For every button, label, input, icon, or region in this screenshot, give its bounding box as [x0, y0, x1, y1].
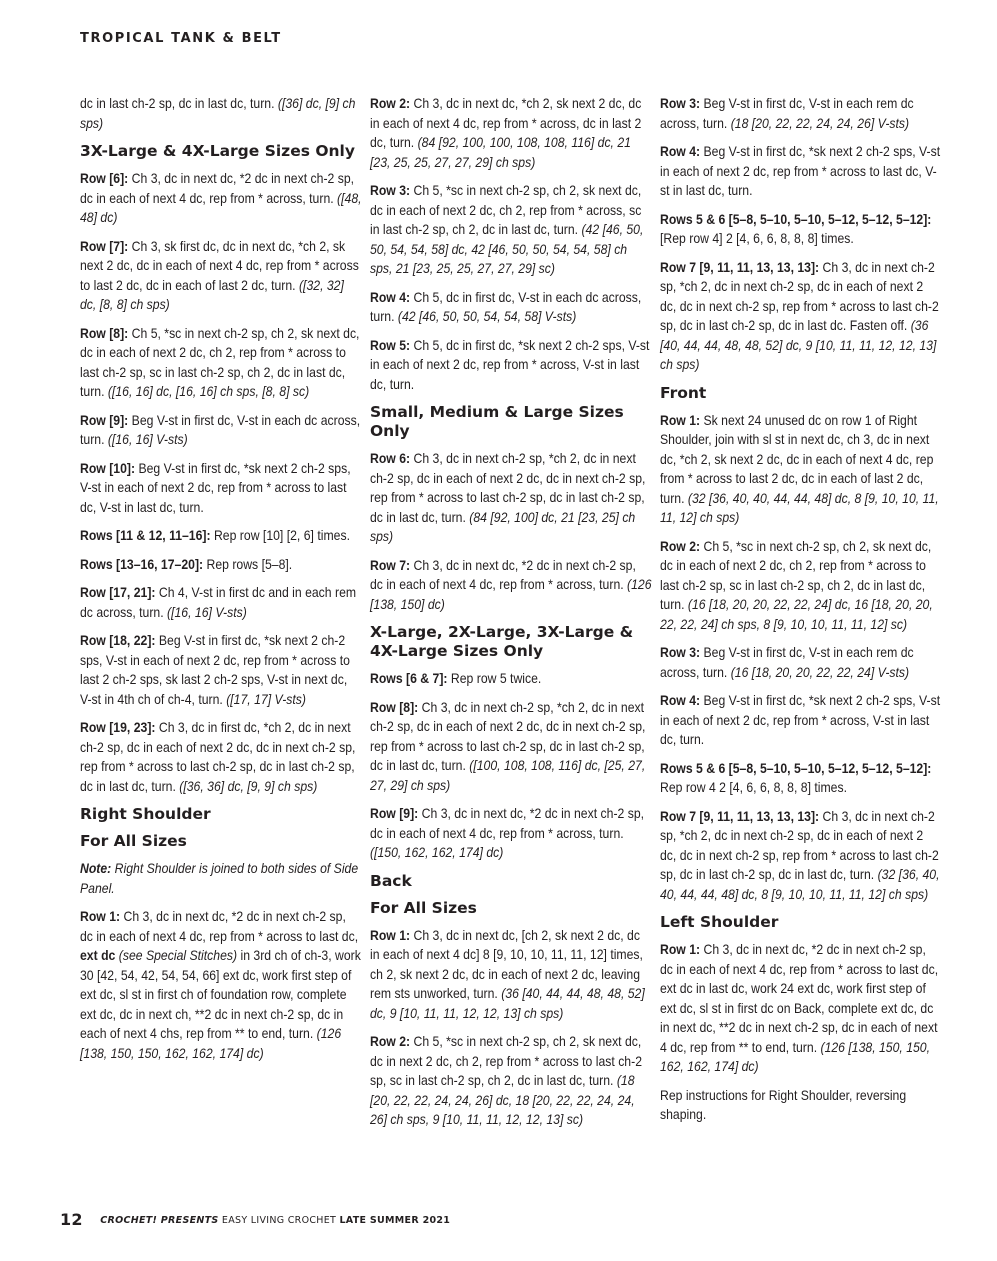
stitch-count-note: (126 [138, 150, 150, 162, 162, 174] dc)	[80, 1026, 342, 1061]
instruction-text: Ch 5, dc in first dc, *sk next 2 ch-2 sps, V-st in each of next 2 dc, rep from * across, V-st in last dc, turn.	[370, 337, 650, 392]
instruction-paragraph	[80, 324, 362, 402]
stitch-count-note: ([36, 36] dc, [9, 9] ch sps)	[179, 778, 318, 794]
instruction-paragraph	[660, 537, 942, 635]
stitch-count-note: (16 [18, 20, 20, 22, 22, 24] V-sts)	[730, 664, 910, 680]
instruction-paragraph	[370, 698, 652, 796]
instruction-paragraph	[370, 926, 652, 1024]
stitch-count-note: ([16, 16] dc, [16, 16] ch sps, [8, 8] sc)	[107, 384, 310, 399]
instruction-paragraph	[370, 181, 652, 279]
row-label: Row 1:	[660, 942, 701, 957]
instruction-text: Ch 5, *sc in next ch-2 sp, ch 2, sk next dc, dc in each of next 2 dc, ch 2, rep from * across, sc in last ch-2 sp, ch 2, dc in last dc, turn.	[370, 183, 642, 237]
instruction-paragraph	[660, 643, 942, 682]
instruction-text: Beg V-st in first dc, *sk next 2 ch-2 sps, V-st in each of next 2 dc, rep from * across to last 2 ch-2 sps, sk last 2 ch-2 sps, V-st in next dc, V-st in 4th ch of ch-4, turn.	[80, 633, 350, 707]
row-label: Row [18, 22]:	[80, 633, 156, 648]
row-label: Row 4:	[370, 289, 411, 305]
section-heading: X-Large, 2X-Large, 3X-Large & 4X-Large Sizes Only	[370, 623, 634, 660]
stitch-count-note: ([32, 32] dc, [8, 8] ch sps)	[80, 277, 344, 312]
instruction-paragraph	[660, 940, 942, 1077]
instruction-text: Ch 3, dc in next dc, *2 dc in next ch-2 sp, dc in each of next 4 dc, rep from * across, turn.	[370, 557, 636, 592]
stitch-count-note: (32 [36, 40, 40, 44, 44, 48] dc, 8 [9, 10, 10, 11, 11, 12] ch sps)	[660, 867, 940, 902]
instruction-text: Ch 3, dc in next dc, *ch 2, sk next 2 dc, dc in each of next 4 dc, rep from * across, dc in last 2 dc, turn.	[370, 96, 642, 150]
section-heading: For All Sizes	[370, 898, 477, 917]
instruction-text: Rep row [10] [2, 6] times.	[210, 528, 350, 543]
row-label: Row 2:	[370, 1034, 411, 1049]
row-label: Row 3:	[660, 645, 701, 660]
stitch-count-note: (32 [36, 40, 40, 44, 44, 48] dc, 8 [9, 10, 10, 11, 11, 12] ch sps)	[660, 490, 939, 525]
row-label: Row 3:	[370, 183, 411, 198]
instruction-text: Ch 5, *sc in next ch-2 sp, ch 2, sk next dc, dc in next 2 dc, ch 2, rep from * across to last ch-2 sp, sc in last ch-2 sp, ch 2, dc in last dc, turn.	[370, 1034, 642, 1088]
row-label: Rows [13–16, 17–20]:	[80, 556, 204, 572]
stitch-count-note: (36 [40, 44, 44, 48, 48, 52] dc, 9 [10, 11, 11, 12, 12, 13] ch sps)	[660, 318, 937, 372]
row-label: Row 4:	[660, 144, 701, 159]
row-label: Row [10]:	[80, 460, 136, 476]
stitch-count-note: Right Shoulder is joined to both sides of Side Panel.	[80, 861, 359, 896]
instruction-paragraph	[370, 804, 652, 863]
stitch-count-note: (42 [46, 50, 50, 54, 54, 58] dc, 42 [46, 50, 50, 54, 54, 58] ch sps, 21 [23, 25, 25, 27, 27, 29] sc)	[370, 222, 644, 276]
row-label: Row 3:	[660, 96, 701, 111]
instruction-paragraph	[370, 449, 652, 547]
stitch-count-note: (126 [138, 150] dc)	[370, 577, 652, 612]
row-label: Rows [6 & 7]:	[370, 671, 448, 686]
instruction-paragraph	[80, 237, 362, 315]
instruction-text: Ch 3, dc in next ch-2 sp, *ch 2, dc in next ch-2 sp, dc in each of next 2 dc, dc in next ch-2 sp, rep from * across to last ch-2 sp, dc in last ch-2 sp, dc in last dc, turn.	[370, 451, 646, 525]
text-column-2	[370, 94, 652, 1139]
instruction-text: Beg V-st in first dc, V-st in each rem dc across, turn.	[660, 96, 914, 131]
instruction-paragraph	[660, 759, 942, 798]
instruction-paragraph	[660, 210, 942, 249]
text-column-1	[80, 94, 362, 1072]
instruction-paragraph	[80, 718, 362, 796]
instruction-paragraph	[660, 807, 942, 905]
row-label: Row 2:	[660, 538, 701, 554]
instruction-paragraph	[660, 411, 942, 528]
issue-label: LATE SUMMER 2021	[339, 1215, 451, 1226]
stitch-count-note: (16 [18, 20, 20, 22, 22, 24] dc, 16 [18, 20, 20, 22, 22, 24] ch sps, 8 [9, 10, 10, 11, 11, 12] sc)	[660, 597, 933, 632]
instruction-text: Ch 3, dc in first dc, *ch 2, dc in next ch-2 sp, dc in each of next 2 dc, dc in next ch-2 sp, rep from * across to last ch-2 sp, dc in last ch-2 sp, dc in last dc, turn.	[80, 720, 356, 794]
row-label: Note:	[80, 861, 112, 876]
section-heading: For All Sizes	[80, 832, 187, 850]
stitch-count-note: (84 [92, 100, 100, 108, 108, 116] dc, 21 [23, 25, 25, 27, 27, 29] ch sps)	[370, 135, 631, 170]
row-label: Row [17, 21]:	[80, 585, 156, 600]
instruction-text: Ch 3, dc in next dc, *2 dc in next ch-2 sp, dc in each of next 4 dc, rep from * across to last dc,	[80, 909, 359, 944]
instruction-paragraph	[80, 411, 362, 450]
instruction-paragraph	[80, 459, 362, 518]
instruction-text: Beg V-st in first dc, *sk next 2 ch-2 sps, V-st in each of next 2 dc, rep from * across to last dc, V-st in last dc, turn.	[80, 460, 351, 515]
stitch-count-note: ([17, 17] V-sts)	[226, 691, 306, 707]
instruction-text: Beg V-st in first dc, *sk next 2 ch-2 sps, V-st in each of next 2 dc, rep from * across to last dc, V-st in last dc, turn.	[660, 144, 941, 198]
instruction-paragraph	[660, 258, 942, 375]
stitch-count-note: ([36] dc, [9] ch sps)	[80, 96, 356, 131]
instruction-paragraph	[370, 669, 652, 689]
instruction-paragraph	[80, 94, 362, 133]
row-label: Row 2:	[370, 96, 411, 111]
instruction-paragraph	[80, 631, 362, 709]
stitch-count-note: (18 [20, 22, 22, 24, 24, 26] V-sts)	[730, 115, 910, 131]
instruction-text: Rep instructions for Right Shoulder, reversing shaping.	[660, 1087, 907, 1122]
instruction-text: Ch 4, V-st in first dc and in each rem dc across, turn.	[80, 585, 357, 620]
stitch-count-note: (42 [46, 50, 50, 54, 54, 58] V-sts)	[397, 309, 577, 324]
instruction-paragraph	[370, 288, 652, 327]
stitch-count-note: ([16, 16] V-sts)	[167, 604, 247, 620]
instruction-text: dc in last ch-2 sp, dc in last dc, turn.	[80, 96, 278, 111]
instruction-text: Ch 3, dc in next ch-2 sp, *ch 2, dc in next ch-2 sp, dc in each of next 2 dc, dc in next ch-2 sp, rep from * across to last ch-2 sp, dc in last ch-2 sp, dc in last dc, turn.	[660, 808, 939, 882]
instruction-text: Ch 3, dc in next dc, *2 dc in next ch-2 sp, dc in each of next 4 dc, rep from * across to last dc, ext dc in last dc, work 24 ext dc, work first step of ext dc, sl st in first dc on Back, complete ext dc, dc in next dc, **2 dc in next ch-2 sp, dc in each of next 4 dc, rep from ** to end, turn.	[660, 942, 939, 1055]
instruction-text: Ch 5, *sc in next ch-2 sp, ch 2, sk next dc, dc in each of next 2 dc, ch 2, rep from * across to last ch-2 sp, sc in last ch-2 sp, ch 2, dc in last dc, turn.	[80, 325, 360, 399]
page-number: 12	[60, 1210, 83, 1229]
row-label: Row 1:	[660, 412, 701, 428]
instruction-paragraph	[370, 336, 652, 395]
row-label: ext dc	[80, 948, 116, 963]
instruction-text: Ch 5, *sc in next ch-2 sp, ch 2, sk next dc, dc in each of next 2 dc, ch 2, rep from * across to last ch-2 sp, sc in last ch-2 sp, ch 2, dc in last dc, turn.	[660, 538, 932, 612]
instruction-text: Ch 5, dc in first dc, V-st in each dc across, turn.	[370, 289, 642, 324]
instruction-paragraph	[80, 583, 362, 622]
text-column-3	[660, 94, 942, 1134]
instruction-text: Beg V-st in first dc, V-st in each rem dc across, turn.	[660, 645, 914, 680]
instruction-paragraph	[660, 691, 942, 750]
instruction-text: Rep row 5 twice.	[447, 671, 542, 686]
row-label: Row 1:	[80, 909, 121, 924]
instruction-paragraph	[80, 859, 362, 898]
stitch-count-note: ([16, 16] V-sts)	[107, 432, 188, 447]
instruction-text: Ch 3, dc in next dc, *2 dc in next ch-2 sp, dc in each of next 4 dc, rep from * across, turn.	[80, 171, 355, 206]
row-label: Row 7 [9, 11, 11, 13, 13, 13]:	[660, 808, 820, 824]
stitch-count-note: ([48, 48] dc)	[80, 190, 362, 225]
instruction-paragraph	[370, 1032, 652, 1130]
page-header-title: TROPICAL TANK & BELT	[80, 31, 282, 46]
instruction-paragraph	[370, 556, 652, 615]
section-heading: Front	[660, 383, 707, 402]
row-label: Row 5:	[370, 337, 411, 353]
row-label: Row [6]:	[80, 171, 129, 186]
instruction-paragraph	[660, 94, 942, 133]
row-label: Rows 5 & 6 [5–8, 5–10, 5–10, 5–12, 5–12, 5–12]:	[660, 760, 932, 776]
row-label: Row [7]:	[80, 238, 129, 254]
instruction-text: Beg V-st in first dc, *sk next 2 ch-2 sps, V-st in each of next 2 dc, rep from * across, V-st in last dc, turn.	[660, 693, 941, 747]
instruction-text: Rep row 4 2 [4, 6, 6, 8, 8, 8] times.	[660, 780, 848, 795]
instruction-text: Ch 3, sk first dc, dc in next dc, *ch 2, sk next 2 dc, dc in each of next 4 dc, rep from * across to last 2 dc, dc in each of last 2 dc, turn.	[80, 238, 359, 293]
instruction-paragraph	[80, 526, 362, 546]
row-label: Row 1:	[370, 927, 411, 943]
section-heading: Left Shoulder	[660, 913, 779, 931]
instruction-text: Rep rows [5–8].	[203, 556, 293, 572]
section-heading: Small, Medium & Large Sizes Only	[370, 403, 624, 440]
row-label: Row [19, 23]:	[80, 720, 156, 735]
row-label: Row 6:	[370, 451, 411, 466]
instruction-paragraph	[80, 555, 362, 575]
instruction-paragraph	[370, 94, 652, 172]
row-label: Row 4:	[660, 693, 701, 708]
section-heading: Right Shoulder	[80, 805, 211, 823]
instruction-text: Ch 3, dc in next ch-2 sp, *ch 2, dc in next ch-2 sp, dc in each of next 2 dc, dc in next ch-2 sp, rep from * across to last ch-2 sp, dc in last ch-2 sp, dc in last dc, turn.	[370, 699, 646, 773]
instruction-text: Ch 3, dc in next dc, *2 dc in next ch-2 sp, dc in each of next 4 dc, rep from * across, turn.	[370, 806, 645, 841]
stitch-count-note: (see Special Stitches)	[118, 948, 238, 963]
row-label: Row [9]:	[370, 806, 419, 821]
stitch-count-note: ([100, 108, 108, 116] dc, [25, 27, 27, 29] ch sps)	[370, 758, 646, 793]
row-label: Rows [11 & 12, 11–16]:	[80, 528, 211, 543]
page-footer	[60, 1210, 450, 1229]
instruction-text: in 3rd ch of ch-3, work 30 [42, 54, 42, 54, 54, 66] ext dc, work first step of ext dc, sl st in first ch of foundation row, complete ext dc, dc in next ch, **2 dc in next ch-2 sp, dc in each of next 4 chs, rep from ** to end, turn.	[80, 948, 361, 1041]
instruction-paragraph	[80, 907, 362, 1063]
publication-subtitle: EASY LIVING CROCHET	[218, 1215, 340, 1226]
section-heading: 3X-Large & 4X-Large Sizes Only	[80, 142, 355, 160]
row-label: Row [8]:	[370, 699, 419, 715]
stitch-count-note: (126 [138, 150, 150, 162, 162, 174] dc)	[660, 1039, 931, 1074]
instruction-text: [Rep row 4] 2 [4, 6, 6, 8, 8, 8] times.	[660, 231, 854, 246]
instruction-text: Ch 3, dc in next dc, [ch 2, sk next 2 dc, dc in each of next 4 dc] 8 [9, 10, 10, 11, 11, 12] times, ch 2, sk next 2 dc, dc in each of next 2 dc, leaving rem sts unworked, turn.	[370, 927, 643, 1001]
instruction-paragraph	[660, 142, 942, 201]
instruction-text: Ch 3, dc in next ch-2 sp, *ch 2, dc in next ch-2 sp, dc in each of next 2 dc, dc in next ch-2 sp, rep from * across to last ch-2 sp, dc in last ch-2 sp, dc in last dc. Fasten off.	[660, 259, 939, 333]
stitch-count-note: (36 [40, 44, 44, 48, 48, 52] dc, 9 [10, 11, 11, 12, 12, 13] ch sps)	[370, 986, 645, 1021]
row-label: Row 7:	[370, 557, 411, 573]
instruction-text: Sk next 24 unused dc on row 1 of Right Shoulder, join with sl st in next dc, ch 3, dc in next dc, *ch 2, sk next 2 dc, dc in each of next 4 dc, rep from * across to last 2 dc, dc in each of last 2 dc, turn.	[660, 412, 934, 506]
stitch-count-note: (84 [92, 100] dc, 21 [23, 25] ch sps)	[370, 509, 636, 544]
row-label: Row [9]:	[80, 412, 129, 428]
row-label: Row 7 [9, 11, 11, 13, 13, 13]:	[660, 259, 820, 275]
stitch-count-note: (18 [20, 22, 22, 24, 24, 26] dc, 18 [20, 22, 22, 24, 24, 26] ch sps, 9 [10, 11, 11, 12, 12, 13] sc)	[370, 1073, 635, 1127]
row-label: Row [8]:	[80, 325, 129, 341]
section-heading: Back	[370, 871, 412, 890]
stitch-count-note: ([150, 162, 162, 174] dc)	[370, 845, 504, 860]
instruction-paragraph	[80, 169, 362, 228]
instruction-text: Beg V-st in first dc, V-st in each dc across, turn.	[80, 412, 361, 447]
row-label: Rows 5 & 6 [5–8, 5–10, 5–10, 5–12, 5–12, 5–12]:	[660, 211, 932, 227]
instruction-paragraph	[660, 1086, 942, 1125]
publication-name: CROCHET! PRESENTS	[100, 1215, 219, 1226]
